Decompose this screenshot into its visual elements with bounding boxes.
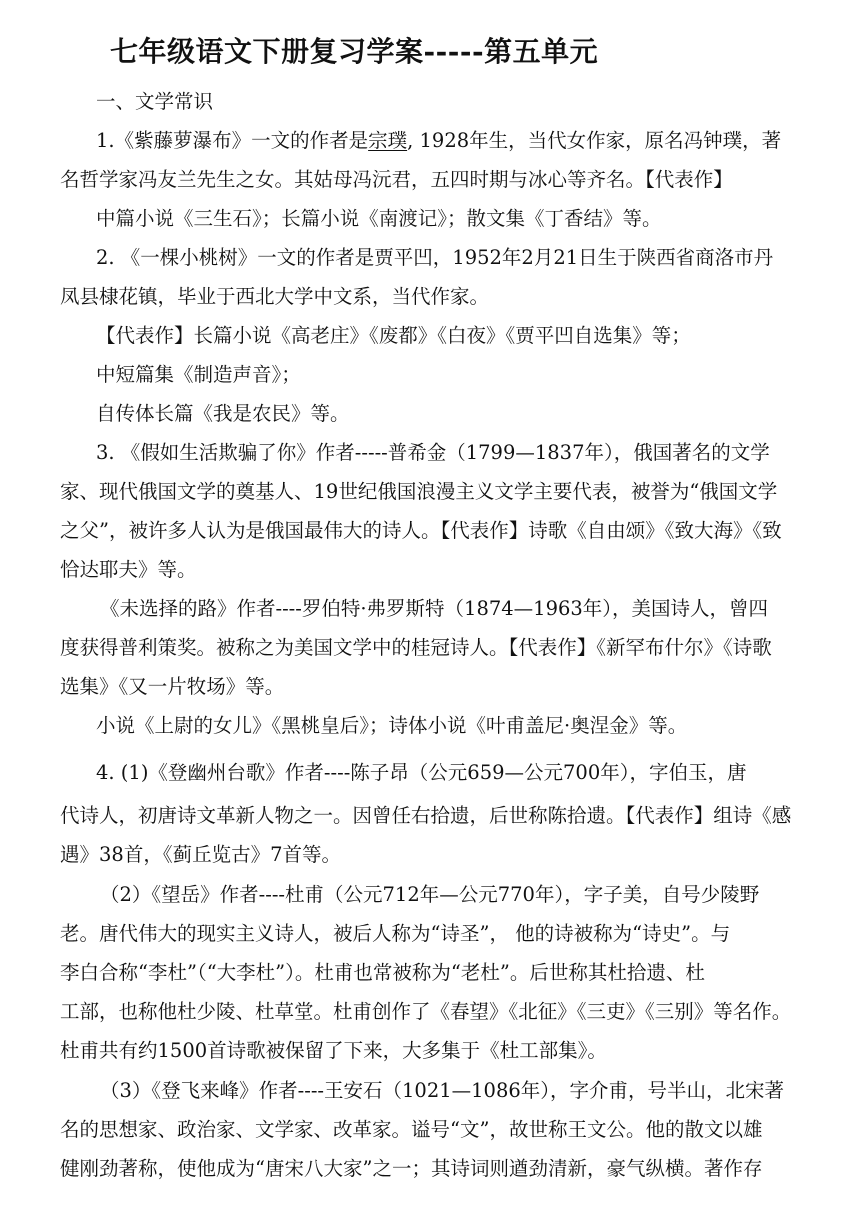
text-line: [60, 476, 777, 504]
text-line: [60, 515, 782, 543]
text-segment: 家、现代俄国文学的奠基人、19世纪俄国浪漫主义文学主要代表，被誉为“俄国文学: [60, 480, 778, 503]
text-segment: 名的思想家、政治家、文学家、改革家。谥号“文”，故世称王文公。他的散文以雄: [60, 1118, 763, 1141]
text-segment: 工部，也称他杜少陵、杜草堂。杜甫创作了《春望》《北征》《三吏》《三别》等名作。: [60, 1000, 792, 1023]
text-segment: 小说《上尉的女儿》《黑桃皇后》；诗体小说《叶甫盖尼·奥涅金》等。: [96, 714, 688, 737]
text-segment: 遇》38首，《蓟丘览古》7首等。: [60, 843, 341, 866]
text-segment: 之父”，被许多人认为是俄国最伟大的诗人。【代表作】诗歌《自由颂》《致大海》《致: [60, 519, 782, 542]
text-segment: 凤县棣花镇，毕业于西北大学中文系，当代作家。: [60, 285, 490, 308]
text-segment: 中篇小说《三生石》；长篇小说《南渡记》；散文集《丁香结》等。: [96, 207, 662, 230]
text-line: [96, 320, 691, 348]
text-segment: 《未选择的路》作者----罗伯特·弗罗斯特（1874—1963年），美国诗人，曾四: [100, 597, 769, 620]
text-line: [60, 996, 791, 1024]
text-line: [60, 632, 772, 660]
text-line: [60, 671, 284, 699]
text-line: [60, 918, 730, 946]
text-line: [60, 800, 791, 828]
text-segment: 自传体长篇《我是农民》等。: [96, 402, 350, 425]
text-segment: 老。唐代伟大的现实主义诗人，被后人称为“诗圣”， 他的诗被称为“诗史”。与: [60, 922, 731, 945]
text-segment: 健刚劲著称，使他成为“唐宋八大家”之一；其诗词则遒劲清新，豪气纵横。著作存: [60, 1157, 763, 1180]
text-line: [96, 125, 781, 153]
text-line: [60, 281, 489, 309]
text-line: [100, 593, 768, 621]
section-heading: 一、文学常识: [96, 90, 214, 113]
text-segment: 代诗人，初唐诗文革新人物之一。因曾任右拾遗，后世称陈拾遗。【代表作】组诗《感: [60, 804, 792, 827]
text-segment: 恰达耶夫》等。: [60, 558, 197, 581]
text-line: [60, 164, 733, 192]
text-line: [100, 1075, 784, 1103]
text-line: [96, 359, 301, 387]
document-title: 七年级语文下册复习学案-----第五单元: [110, 35, 599, 68]
text-line: [96, 203, 662, 231]
text-segment: 杜甫共有约1500首诗歌被保留了下来，大多集于《杜工部集》。: [60, 1039, 607, 1062]
text-segment: （3）《登飞来峰》作者----王安石（1021—1086年），字介甫，号半山，北宋著: [100, 1079, 785, 1102]
text-line: [96, 757, 746, 785]
text-line: [96, 710, 687, 738]
text-line: [60, 1153, 762, 1181]
text-segment: 李白合称“李杜”（“大李杜”）。杜甫也常被称为“老杜”。后世称其杜拾遗、杜: [60, 961, 705, 984]
text-segment: , 1928年生，当代女作家，原名冯钟璞，著: [407, 129, 782, 152]
text-segment: （2）《望岳》作者----杜甫（公元712年—公元770年），字子美，自号少陵野: [100, 883, 760, 906]
text-segment: 2. 《一棵小桃树》一文的作者是贾平凹，1952年2月21日生于陕西省商洛市丹: [96, 246, 774, 269]
text-line: [96, 437, 770, 465]
text-line: [60, 1114, 762, 1142]
text-line: [96, 398, 350, 426]
text-segment: 度获得普利策奖。被称之为美国文学中的桂冠诗人。【代表作】《新罕布什尔》《诗歌: [60, 636, 772, 659]
text-line: [60, 1035, 607, 1063]
text-line: [96, 242, 773, 270]
text-segment: 中短篇集《制造声音》；: [96, 363, 301, 386]
text-line: [60, 957, 705, 985]
text-segment: 【代表作】长篇小说《高老庄》《废都》《白夜》《贾平凹自选集》等；: [96, 324, 691, 347]
text-segment: 选集》《又一片牧场》等。: [60, 675, 285, 698]
text-segment: 3. 《假如生活欺骗了你》作者-----普希金（1799—1837年），俄国著名的文学: [96, 441, 770, 464]
text-segment: 名哲学家冯友兰先生之女。其姑母冯沅君，五四时期与冰心等齐名。【代表作】: [60, 168, 733, 191]
text-line: [60, 839, 341, 867]
text-line: [100, 879, 759, 907]
text-segment: 1.《紫藤萝瀑布》一文的作者是: [96, 129, 369, 152]
text-segment: 4. (1)《登幽州台歌》作者----陈子昂（公元659—公元700年），字伯玉，唐: [96, 761, 747, 784]
text-line: [60, 554, 197, 582]
underlined-author-name: 宗璞: [368, 129, 408, 152]
